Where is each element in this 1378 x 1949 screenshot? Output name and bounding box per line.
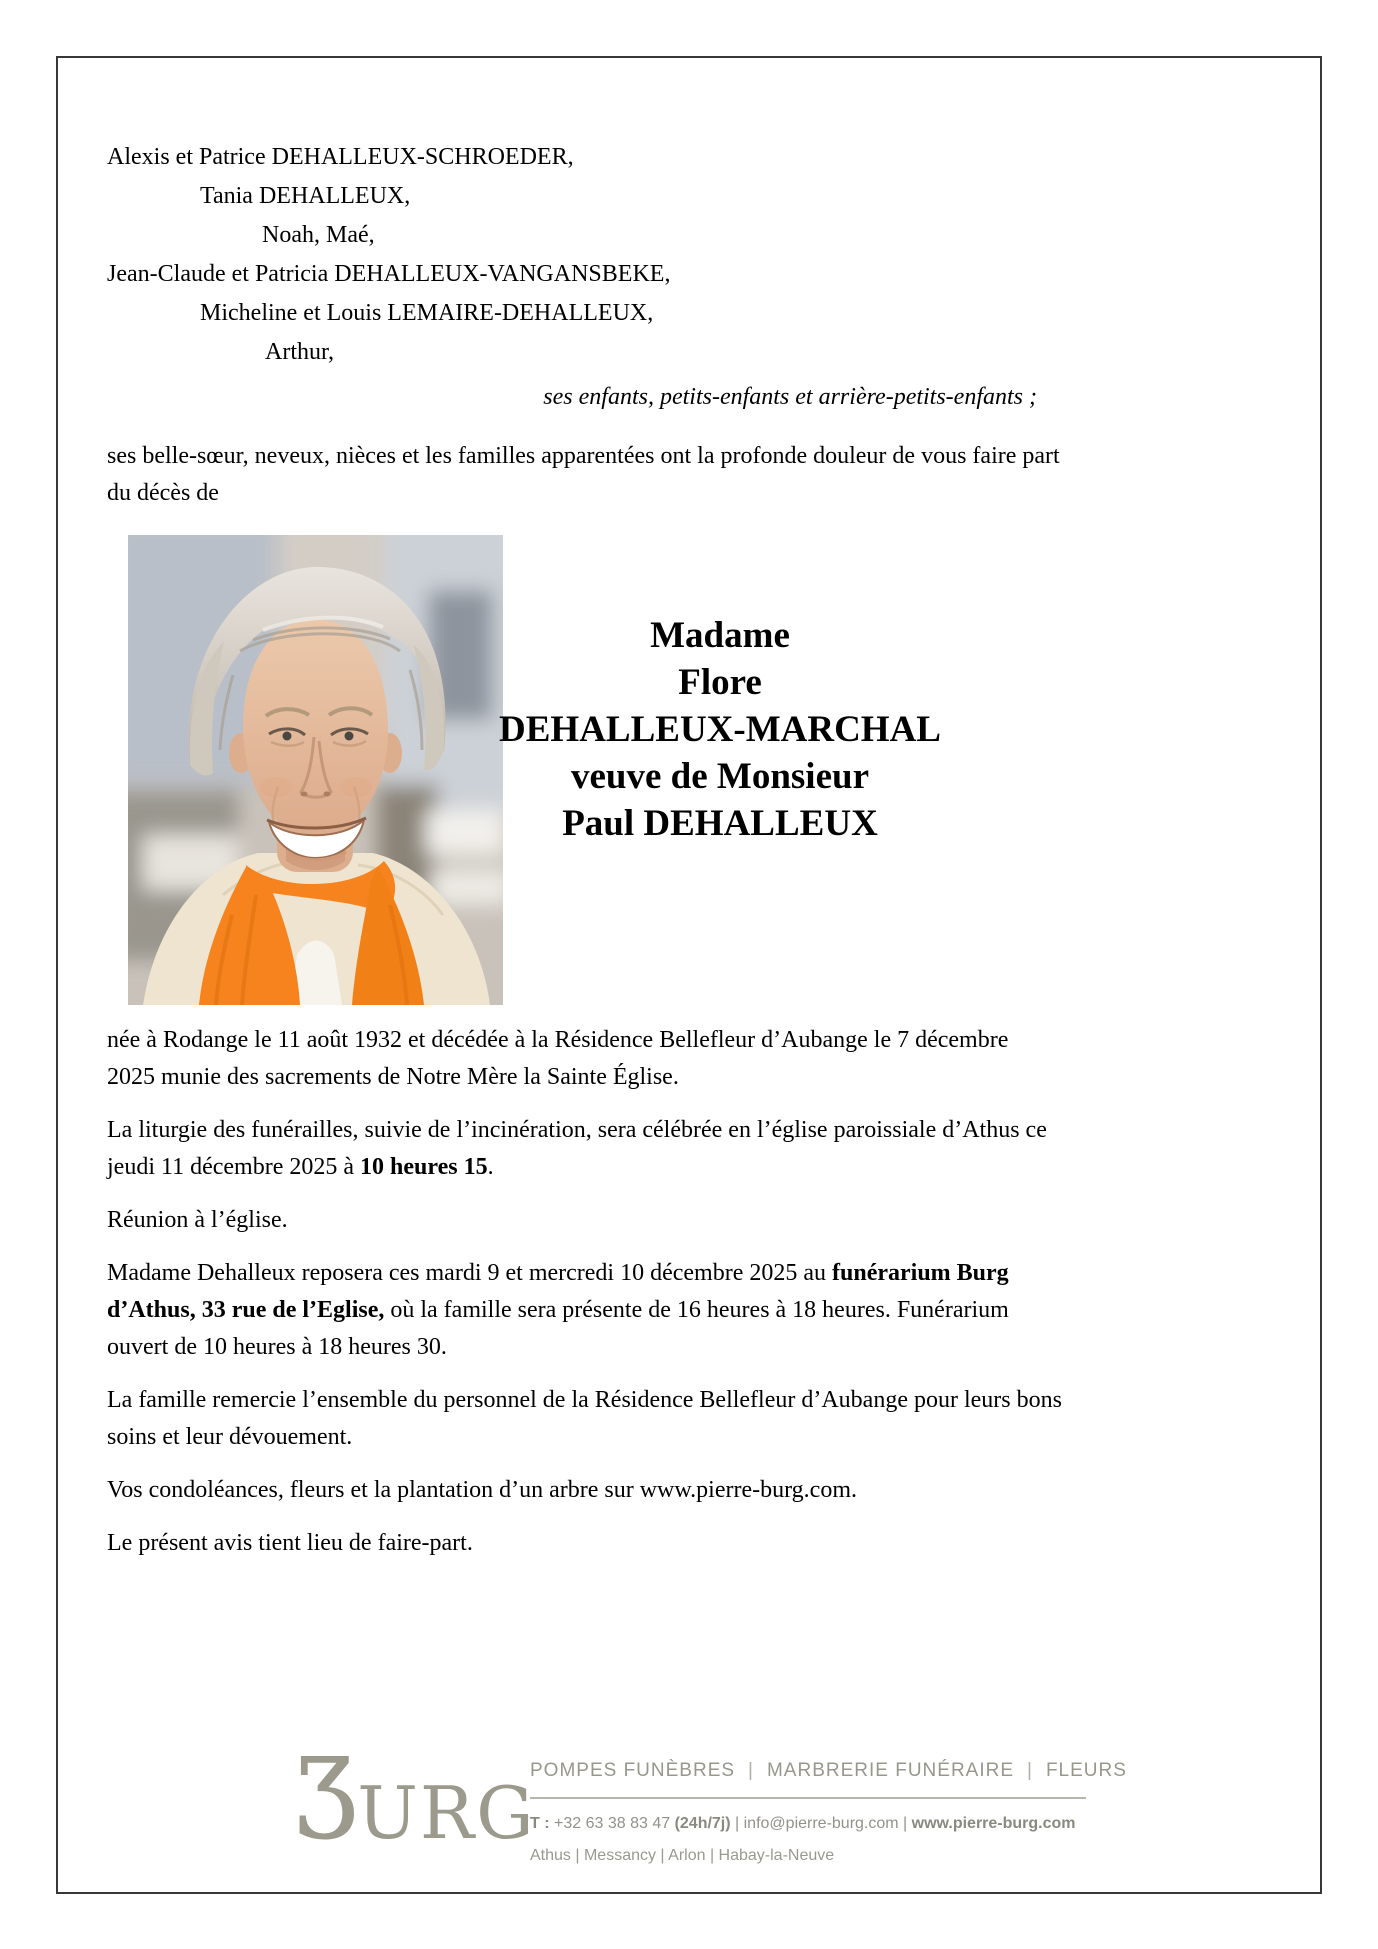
burg-logo bbox=[294, 1735, 536, 1865]
announcement-paragraph bbox=[107, 1525, 1062, 1562]
dedication-line: ses enfants, petits-enfants et arrière-petits-enfants ; bbox=[543, 384, 1037, 410]
text-run: où la famille sera présente de 16 heures à 18 heures. Funérarium ouvert de 10 heures à 18 heures 30. bbox=[107, 1297, 1009, 1360]
text-run: funérarium Burg d’Athus, 33 rue de l’Eglise, bbox=[107, 1260, 1009, 1323]
announcement-paragraph bbox=[107, 1202, 1062, 1239]
footer-divider bbox=[530, 1797, 1086, 1799]
text-run: . bbox=[487, 1154, 494, 1180]
services-line bbox=[530, 1760, 1127, 1782]
text-run: www.pierre-burg.com bbox=[911, 1815, 1076, 1832]
text-run: Le présent avis tient lieu de faire-part. bbox=[107, 1530, 473, 1556]
service-label: MARBRERIE FUNÉRAIRE bbox=[766, 1760, 1015, 1781]
service-label: FLEURS bbox=[1045, 1760, 1127, 1781]
funeral-home-footer bbox=[0, 1735, 1378, 1910]
portrait-illustration bbox=[128, 535, 503, 1005]
text-run: La famille remercie l’ensemble du personnel de la Résidence Bellefleur d’Aubange pour leurs bons soins et leur dévouement. bbox=[107, 1387, 1062, 1450]
text-run: +32 63 38 83 47 bbox=[554, 1815, 675, 1832]
services-separator: | bbox=[1027, 1760, 1033, 1781]
text-run: La liturgie des funérailles, suivie de l’incinération, sera célébrée en l’église paroissiale d’Athus ce jeudi 11 décembre 2025 à bbox=[107, 1117, 1047, 1180]
text-run: Réunion à l’église. bbox=[107, 1207, 288, 1233]
locations-line: Athus | Messancy | Arlon | Habay-la-Neuve bbox=[530, 1847, 835, 1864]
burg-logo-initial: Ʒ bbox=[294, 1735, 358, 1865]
text-run: Vos condoléances, fleurs et la plantation d’un arbre sur www.pierre-burg.com. bbox=[107, 1477, 857, 1503]
burg-logo-text: URG bbox=[357, 1771, 536, 1855]
family-name-line: Noah, Maé, bbox=[262, 222, 375, 248]
deceased-family-name: DEHALLEUX-MARCHAL bbox=[499, 709, 941, 750]
portrait-photo bbox=[128, 535, 503, 1005]
family-name-line: Alexis et Patrice DEHALLEUX-SCHROEDER, bbox=[107, 144, 574, 170]
contact-line bbox=[530, 1815, 1088, 1833]
deceased-first-name: Flore bbox=[678, 662, 762, 703]
family-name-line: Arthur, bbox=[265, 339, 335, 365]
family-name-line: Tania DEHALLEUX, bbox=[200, 183, 411, 209]
deceased-title-block bbox=[450, 612, 990, 847]
announcement-paragraphs bbox=[107, 1022, 1062, 1578]
text-run: | info@pierre-burg.com | bbox=[730, 1815, 912, 1832]
text-run: 10 heures 15 bbox=[360, 1154, 488, 1180]
service-label: POMPES FUNÈBRES bbox=[530, 1760, 736, 1781]
announcement-paragraph bbox=[107, 1022, 1062, 1096]
services-separator: | bbox=[748, 1760, 754, 1781]
text-run: Madame Dehalleux reposera ces mardi 9 et mercredi 10 décembre 2025 au bbox=[107, 1260, 833, 1286]
announcement-paragraph bbox=[107, 1472, 1062, 1509]
family-name-line: Micheline et Louis LEMAIRE-DEHALLEUX, bbox=[200, 300, 654, 326]
footer-contact-block bbox=[530, 1760, 1127, 1865]
text-run: T : bbox=[530, 1815, 554, 1832]
intro-paragraph: ses belle-sœur, neveux, nièces et les familles apparentées ont la profonde douleur de vous faire part du décès de bbox=[107, 443, 1060, 506]
text-run: née à Rodange le 11 août 1932 et décédée à la Résidence Bellefleur d’Aubange le 7 décembre 2025 munie des sacrements de Notre Mère la Sainte Église. bbox=[107, 1027, 1009, 1090]
announcement-paragraph bbox=[107, 1112, 1062, 1186]
deceased-honorific: Madame bbox=[650, 615, 790, 656]
deceased-husband-name: Paul DEHALLEUX bbox=[562, 803, 878, 844]
family-names bbox=[107, 138, 670, 372]
family-name-line: Jean-Claude et Patricia DEHALLEUX-VANGANSBEKE, bbox=[107, 261, 671, 287]
text-run: (24h/7j) bbox=[674, 1815, 731, 1832]
announcement-paragraph bbox=[107, 1382, 1062, 1456]
deceased-widow-line: veuve de Monsieur bbox=[570, 756, 870, 797]
announcement-paragraph bbox=[107, 1255, 1062, 1366]
